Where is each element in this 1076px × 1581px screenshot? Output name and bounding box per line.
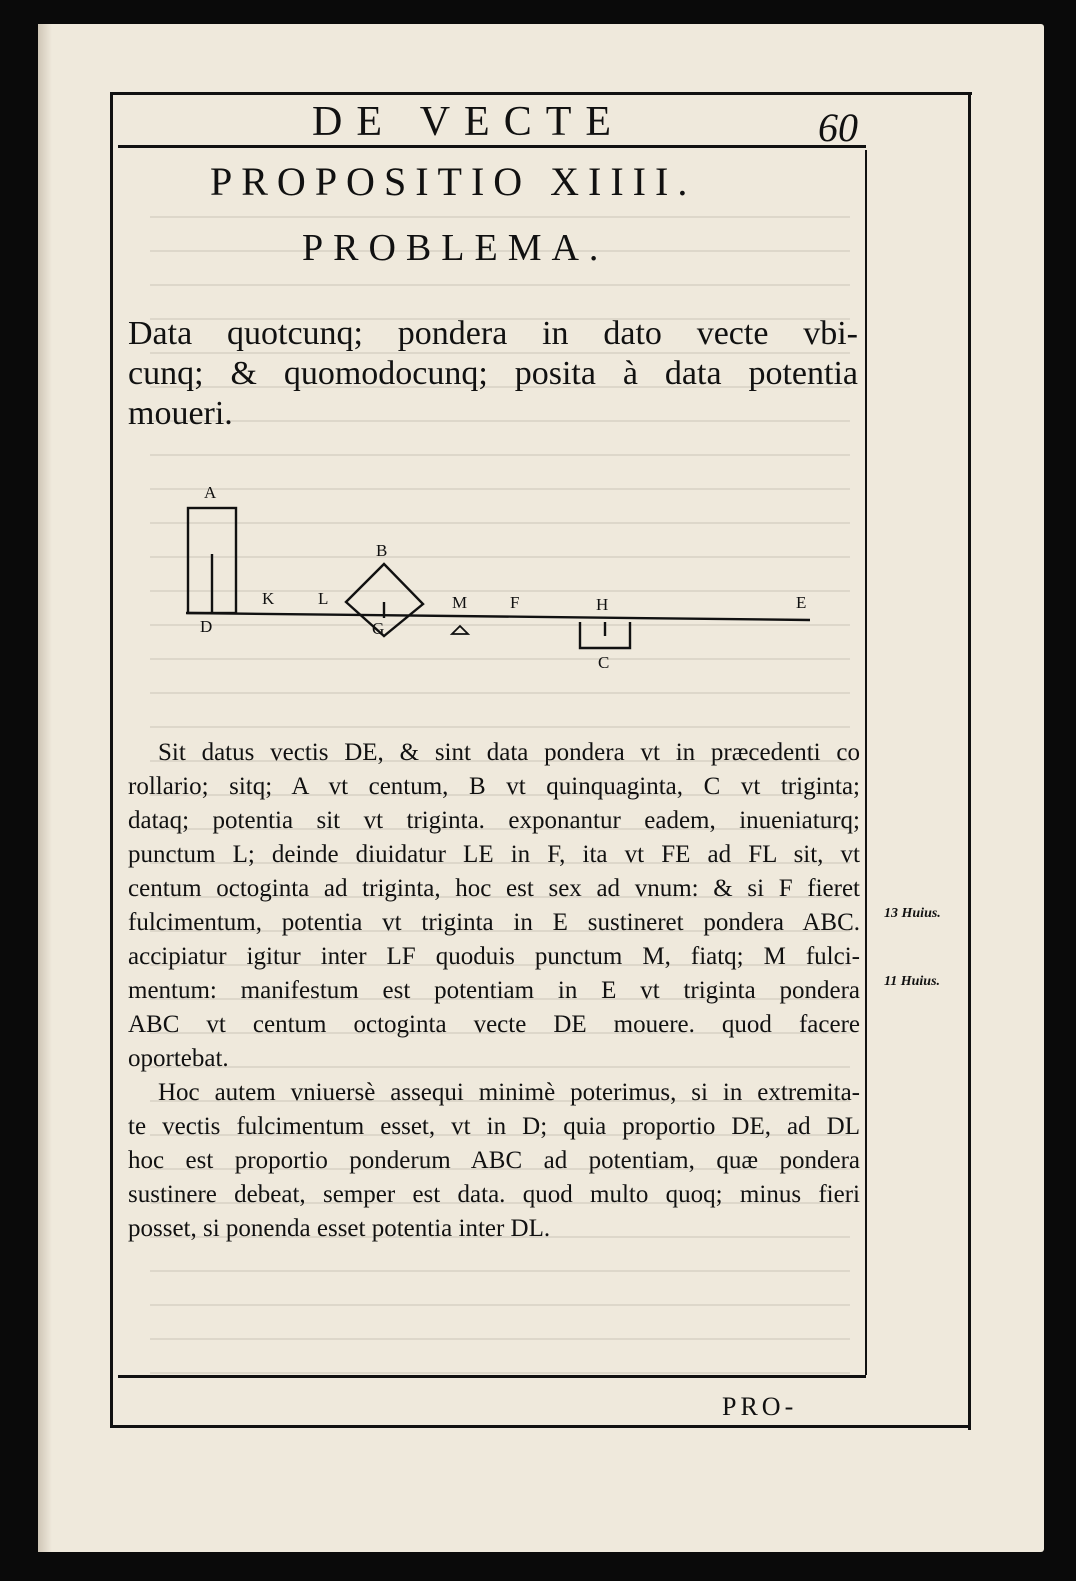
label-c: C	[598, 653, 610, 672]
enunciation-line: cunq; & quomodocunq; posita à data potentia	[128, 355, 858, 392]
problem-heading: PROBLEMA.	[302, 227, 609, 269]
label-d: D	[200, 617, 213, 636]
text-right-rule	[865, 150, 867, 1375]
body-line: accipiatur igitur inter LF quoduis punctum M, fiatq; M fulci-	[128, 943, 860, 970]
lever-line	[186, 613, 810, 620]
body-line: punctum L; deinde diuidatur LE in F, ita vt FE ad FL sit, vt	[128, 841, 860, 868]
label-l: L	[318, 589, 329, 608]
label-m: M	[452, 593, 468, 612]
body-line: dataq; potentia sit vt triginta. exponantur eadem, inueniaturq;	[128, 807, 860, 834]
label-e: E	[796, 593, 807, 612]
running-title: DE VECTE	[312, 99, 626, 145]
fulcrum-m	[452, 626, 468, 634]
body-line: hoc est proportio ponderum ABC ad potentiam, quæ pondera	[128, 1147, 860, 1174]
frame-bottom-rule	[112, 1425, 970, 1428]
lever-diagram	[170, 476, 830, 686]
body-line: oportebat.	[128, 1045, 229, 1072]
frame-left-rule	[110, 92, 113, 1428]
body-line: posset, si ponenda esset potentia inter DL.	[128, 1215, 551, 1242]
weight-b	[346, 564, 423, 636]
label-h: H	[596, 595, 609, 614]
enunciation-line: Data quotcunq; pondera in dato vecte vbi-	[128, 315, 858, 352]
label-a: A	[204, 483, 217, 502]
label-b: B	[376, 541, 388, 560]
text-bottom-rule	[118, 1375, 866, 1378]
body-line: centum octoginta ad triginta, hoc est sex ad vnum: & si F fieret	[128, 875, 860, 902]
label-f: F	[510, 593, 520, 612]
page-gutter	[38, 24, 52, 1552]
label-g: G	[372, 619, 385, 638]
label-k: K	[262, 589, 275, 608]
body-line: te vectis fulcimentum esset, vt in D; quia proportio DE, ad DL	[128, 1113, 860, 1140]
body-line: rollario; sitq; A vt centum, B vt quinquaginta, C vt triginta;	[128, 773, 860, 800]
marginal-note: 13 Huius.	[884, 906, 941, 921]
body-line: Sit datus vectis DE, & sint data pondera vt in præcedenti co	[158, 739, 860, 766]
body-line: sustinere debeat, semper est data. quod multo quoq; minus fieri	[128, 1181, 860, 1208]
catchword: PRO-	[722, 1392, 798, 1421]
body-line: ABC vt centum octoginta vecte DE mouere. quod facere	[128, 1011, 860, 1038]
body-line: fulcimentum, potentia vt triginta in E sustineret pondera ABC.	[128, 909, 860, 936]
body-line: mentum: manifestum est potentiam in E vt triginta pondera	[128, 977, 860, 1004]
body-line: Hoc autem vniuersè assequi minimè poterimus, si in extremita-	[158, 1079, 860, 1106]
frame-right-outer-rule	[968, 92, 971, 1430]
body-text	[128, 736, 860, 1246]
proposition-heading: PROPOSITIO XIIII.	[210, 159, 697, 204]
running-header	[0, 94, 1076, 154]
page-number: 60	[818, 105, 858, 150]
enunciation	[128, 314, 858, 434]
marginal-note: 11 Huius.	[884, 974, 941, 989]
enunciation-line: moueri.	[128, 395, 233, 432]
